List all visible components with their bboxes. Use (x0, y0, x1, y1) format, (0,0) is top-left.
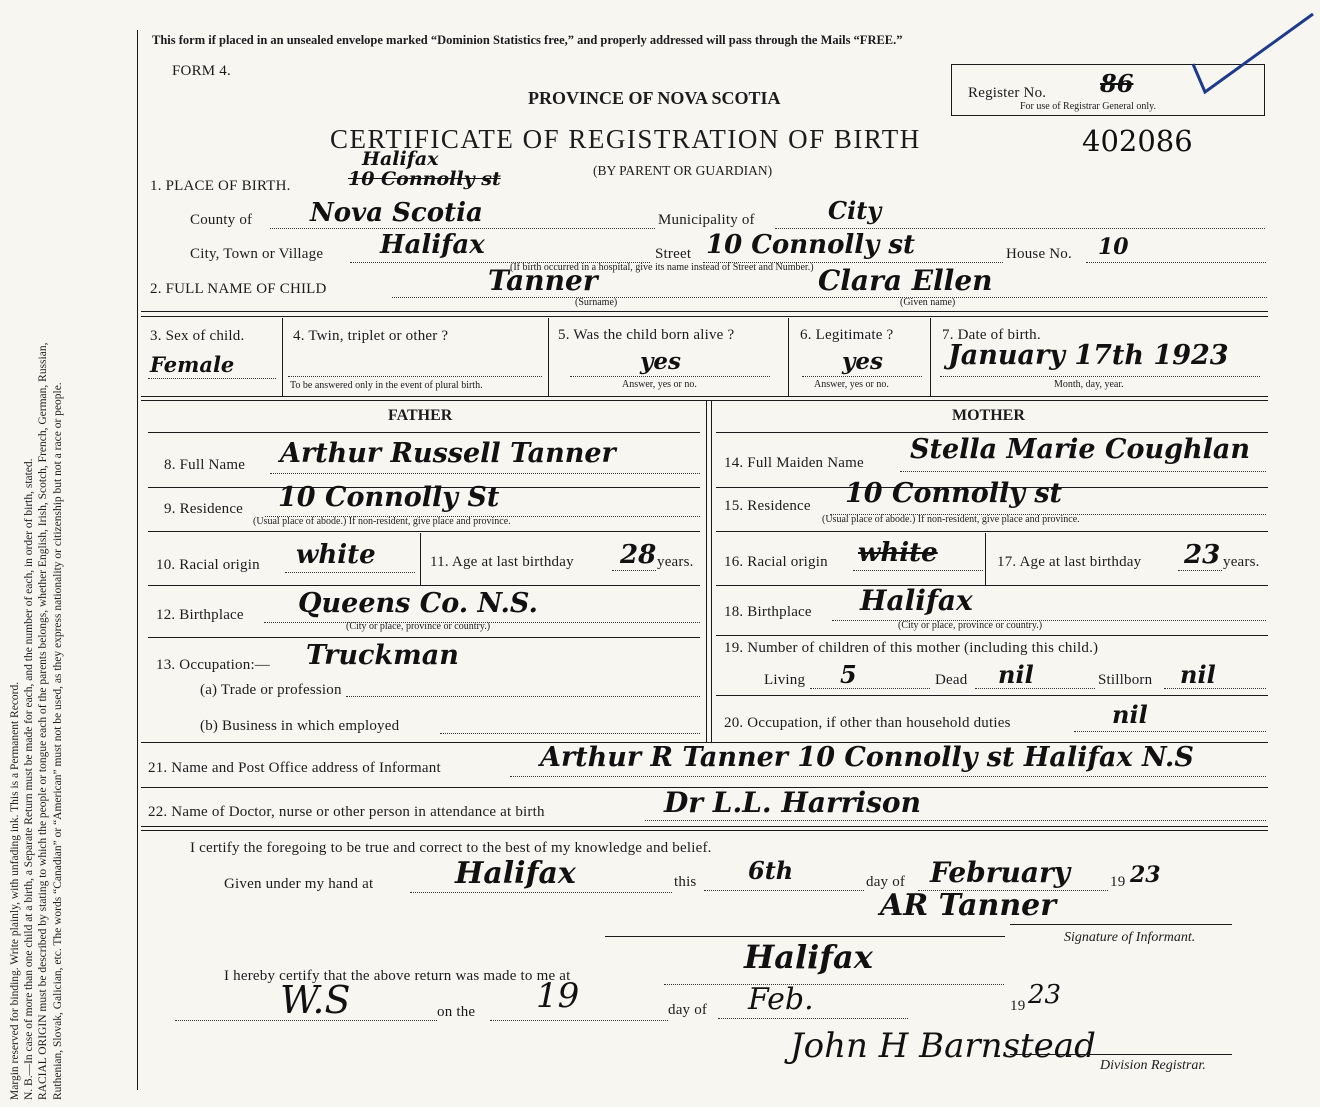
child-label: 2. FULL NAME OF CHILD (150, 281, 327, 297)
father-occ: Truckman (306, 640, 459, 671)
province-heading: PROVINCE OF NOVA SCOTIA (528, 88, 781, 108)
father-race-label: 10. Racial origin (156, 557, 260, 573)
father-name: Arthur Russell Tanner (280, 438, 616, 469)
margin-line: N. B.—In case of more than one child at a birth, a Separate Return must be made for each, and the number of each, in order of birth, stated. (23, 458, 36, 1100)
legit-note: Answer, yes or no. (814, 379, 889, 390)
registrar-month: Feb. (748, 982, 814, 1017)
mother-race: white (858, 538, 938, 568)
registrar-initials: W.S (280, 978, 351, 1022)
place-label: 1. PLACE OF BIRTH. (150, 178, 291, 194)
date-note: Month, day, year. (1054, 379, 1124, 390)
father-birth-label: 12. Birthplace (156, 607, 244, 623)
stillborn-value: nil (1180, 660, 1216, 689)
margin-line: Margin reserved for binding. Write plainly, with unfading ink. This is a Permanent Record. (9, 681, 21, 1100)
city-label: City, Town or Village (190, 246, 324, 262)
margin-line: RACIAL ORIGIN must be described by stating to which the people or tongue each of the parents belongs, whether English, Irish, Scotch, French, German, Russian, (37, 342, 50, 1100)
register-note: For use of Registrar General only. (1020, 101, 1156, 112)
registrar-statement: I hereby certify that the above return was made to me at (224, 968, 571, 984)
registrar-sig-label: Division Registrar. (1100, 1058, 1206, 1073)
registrar-signature: John H Barnstead (790, 1026, 1096, 1066)
mother-age: 23 (1184, 540, 1221, 570)
registrar-year: 23 (1028, 980, 1062, 1010)
mother-heading: MOTHER (952, 407, 1025, 424)
father-birth-note: (City or place, province or country.) (346, 621, 491, 632)
subtitle: (BY PARENT OR GUARDIAN) (593, 163, 773, 178)
legit-label: 6. Legitimate ? (800, 327, 894, 343)
mother-birth: Halifax (860, 584, 973, 617)
living-value: 5 (840, 660, 857, 689)
given-place: Halifax (455, 856, 576, 891)
registrar-year-prefix: 19 (1010, 998, 1026, 1014)
form-left-border (137, 30, 138, 1090)
certificate-number: 402086 (1082, 124, 1193, 158)
registrar-day: 19 (536, 976, 580, 1016)
certify-day: 6th (748, 856, 794, 885)
informant-sig-label: Signature of Informant. (1064, 930, 1196, 945)
register-value: 86 (1100, 69, 1134, 98)
house-value: 10 (1098, 234, 1129, 260)
alive-note: Answer, yes or no. (622, 379, 697, 390)
father-heading: FATHER (388, 407, 453, 424)
house-label: House No. (1006, 246, 1072, 262)
mother-occ: nil (1112, 700, 1148, 729)
doctor-label: 22. Name of Doctor, nurse or other person in attendance at birth (148, 804, 545, 820)
father-res: 10 Connolly St (278, 482, 500, 513)
father-race: white (296, 540, 376, 570)
father-occ-label: 13. Occupation:— (156, 657, 271, 673)
doctor-value: Dr L.L. Harrison (664, 786, 921, 819)
mother-children-label: 19. Number of children of this mother (including this child.) (724, 640, 1099, 656)
place-struck: 10 Connolly st (348, 168, 501, 190)
date-value: January 17th 1923 (948, 340, 1229, 371)
hospital-note: (If birth occurred in a hospital, give its name instead of Street and Number.) (510, 262, 814, 273)
certify-year: 23 (1130, 862, 1161, 888)
registrar-dayof-label: day of (668, 1002, 708, 1018)
mother-res-label: 15. Residence (724, 498, 811, 514)
mother-birth-note: (City or place, province or country.) (898, 620, 1043, 631)
mother-name-label: 14. Full Maiden Name (724, 455, 864, 471)
municipality-value: City (828, 196, 882, 225)
mother-birth-label: 18. Birthplace (724, 604, 812, 620)
dead-value: nil (998, 660, 1034, 689)
alive-label: 5. Was the child born alive ? (558, 327, 735, 343)
page-title: CERTIFICATE OF REGISTRATION OF BIRTH (330, 124, 921, 154)
county-value: Nova Scotia (310, 198, 483, 228)
informant-label: 21. Name and Post Office address of Informant (148, 760, 441, 776)
registrar-on-label: on the (437, 1004, 476, 1020)
form-number: FORM 4. (172, 63, 231, 79)
register-label: Register No. (968, 85, 1047, 101)
city-value: Halifax (380, 230, 485, 260)
header-notice: This form if placed in an unsealed envelope marked “Dominion Statistics free,” and properly addressed will pass through the Mails “FREE.” (152, 33, 903, 47)
registrar-place: Halifax (744, 938, 873, 976)
sex-label: 3. Sex of child. (150, 328, 245, 344)
alive-value: yes (640, 348, 681, 375)
father-age-label: 11. Age at last birthday (430, 554, 574, 570)
mother-occ-label: 20. Occupation, if other than household duties (724, 715, 1011, 731)
mother-race-label: 16. Racial origin (724, 554, 828, 570)
father-age-unit: years. (657, 554, 694, 570)
father-name-label: 8. Full Name (164, 457, 246, 473)
mother-res-note: (Usual place of abode.) If non-resident, give place and province. (822, 514, 1080, 525)
municipality-label: Municipality of (658, 212, 755, 228)
informant-signature: AR Tanner (880, 888, 1057, 923)
mother-age-unit: years. (1223, 554, 1260, 570)
surname-note: (Surname) (575, 297, 618, 308)
child-surname: Tanner (488, 264, 598, 297)
father-business-label: (b) Business in which employed (200, 718, 400, 734)
father-age: 28 (620, 540, 657, 570)
father-res-note: (Usual place of abode.) If non-resident, give place and province. (253, 516, 511, 527)
mother-res: 10 Connolly st (845, 478, 1063, 509)
certify-month: February (930, 856, 1071, 889)
certify-year-prefix: 19 (1110, 874, 1126, 890)
father-birth: Queens Co. N.S. (298, 588, 538, 619)
place-above: Halifax (362, 148, 439, 170)
father-trade-label: (a) Trade or profession (200, 682, 342, 698)
living-label: Living (764, 672, 806, 688)
given-note: (Given name) (900, 297, 956, 308)
margin-line: Ruthenian, Slovak, Galician, etc. The words “Canadian” or “American” must not be used, as they express nationality or citizenship but not a race or people. (51, 382, 64, 1100)
stillborn-label: Stillborn (1098, 672, 1153, 688)
county-label: County of (190, 212, 253, 228)
certify-statement: I certify the foregoing to be true and correct to the best of my knowledge and belief. (190, 840, 712, 856)
father-res-label: 9. Residence (164, 501, 244, 517)
twin-label: 4. Twin, triplet or other ? (293, 328, 449, 344)
informant-value: Arthur R Tanner 10 Connolly st Halifax N.S (540, 742, 1194, 773)
street-value: 10 Connolly st (706, 230, 915, 260)
given-under-label: Given under my hand at (224, 876, 374, 892)
margin-instructions (8, 0, 168, 1100)
street-label: Street (655, 246, 692, 262)
date-label: 7. Date of birth. (942, 327, 1041, 343)
mother-age-label: 17. Age at last birthday (997, 554, 1142, 570)
check-mark-icon (1185, 8, 1320, 98)
dead-label: Dead (935, 672, 968, 688)
certify-dayof-label: day of (866, 874, 906, 890)
mother-name: Stella Marie Coughlan (910, 434, 1251, 465)
child-given: Clara Ellen (818, 264, 993, 297)
this-label: this (674, 874, 697, 890)
twin-note: To be answered only in the event of plural birth. (290, 380, 483, 391)
legit-value: yes (842, 348, 883, 375)
sex-value: Female (150, 352, 235, 377)
